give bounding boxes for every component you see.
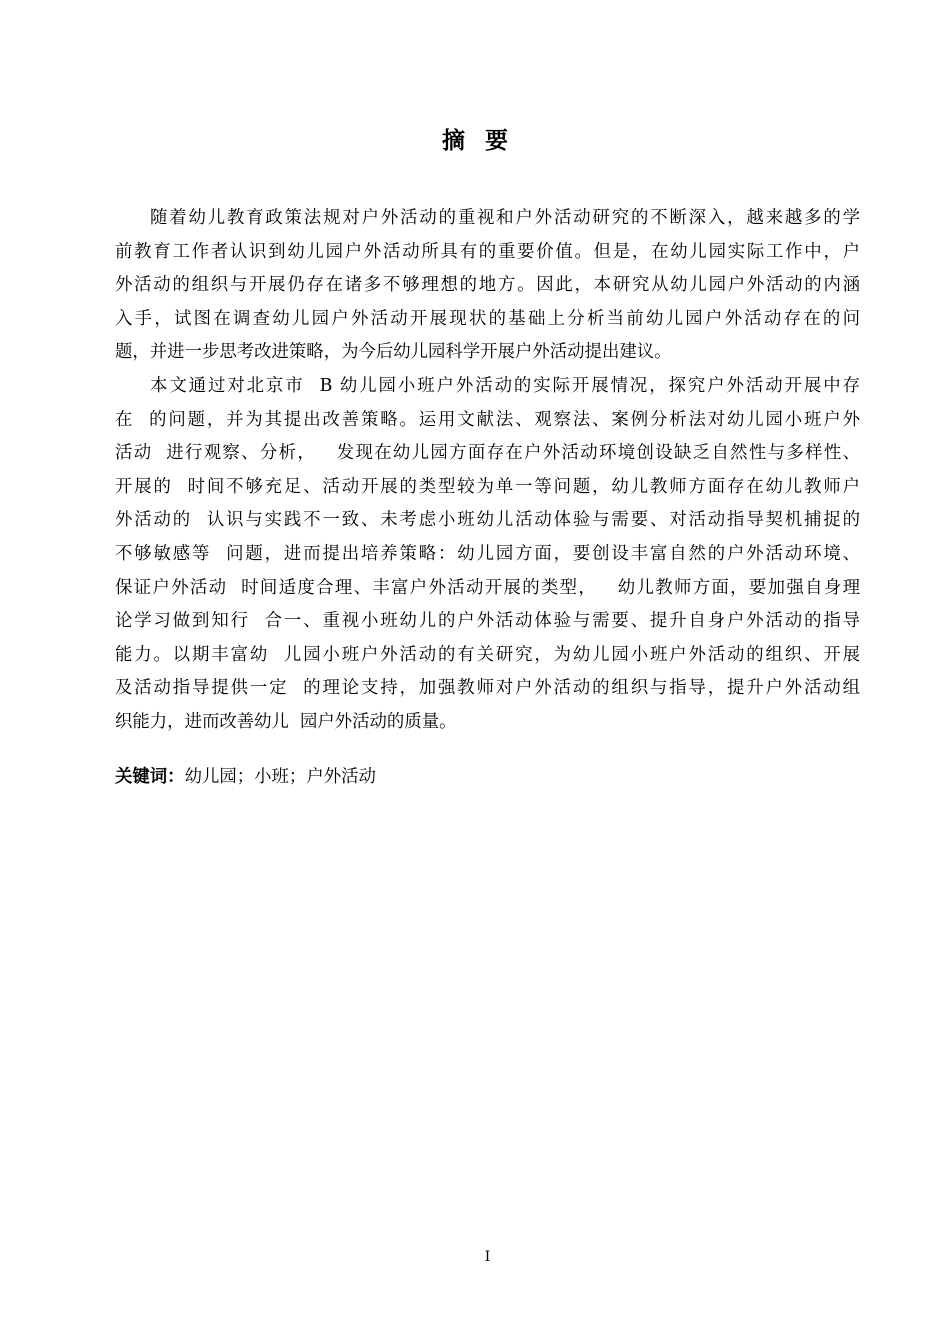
paragraph-line: 及活动指导提供一定 的理论支持，加强教师对户外活动的组织与指导，提升户外活动组 <box>115 678 860 699</box>
paragraph-line: 本文通过对北京市 B 幼儿园小班户外活动的实际开展情况，探究户外活动开展中存 <box>150 375 860 396</box>
paragraph-line: 活动 进行观察、分析， 发现在幼儿园方面存在户外活动环境创设缺乏自然性与多样性、 <box>115 443 860 464</box>
keywords-value: 幼儿园；小班；户外活动 <box>184 767 376 787</box>
keywords-label: 关键词： <box>115 767 185 787</box>
title-char: 要 <box>485 128 508 154</box>
paragraph-line: 不够敏感等 问题，进而提出培养策略：幼儿园方面，要创设丰富自然的户外活动环境、 <box>115 543 860 564</box>
paragraph-line: 开展的 时间不够充足、活动开展的类型较为单一等问题，幼儿教师方面存在幼儿教师户 <box>115 476 860 497</box>
abstract-body <box>115 202 860 740</box>
paragraph-line: 入手，试图在调查幼儿园户外活动开展现状的基础上分析当前幼儿园户外活动存在的问 <box>115 308 860 329</box>
page-number: I <box>484 1249 491 1265</box>
paragraph-line: 保证户外活动 时间适度合理、丰富户外活动开展的类型， 幼儿教师方面，要加强自身理 <box>115 577 860 598</box>
abstract-title <box>0 122 950 155</box>
paragraph-line: 论学习做到知行 合一、重视小班幼儿的户外活动体验与需要、提升自身户外活动的指导 <box>115 611 860 632</box>
title-char: 摘 <box>442 128 465 154</box>
paragraph-line: 在 的问题，并为其提出改善策略。运用文献法、观察法、案例分析法对幼儿园小班户外 <box>115 409 860 430</box>
paragraph-line: 随着幼儿教育政策法规对户外活动的重视和户外活动研究的不断深入，越来越多的学 <box>150 208 860 228</box>
paragraph-line: 外活动的 认识与实践不一致、未考虑小班幼儿活动体验与需要、对活动指导契机捕捉的 <box>115 510 860 531</box>
paragraph-line: 能力。以期丰富幼 儿园小班户外活动的有关研究，为幼儿园小班户外活动的组织、开展 <box>115 644 860 665</box>
paragraph-line: 外活动的组织与开展仍存在诸多不够理想的地方。因此，本研究从幼儿园户外活动的内涵 <box>115 275 860 296</box>
paragraph-line: 织能力，进而改善幼儿 园户外活动的质量。 <box>115 711 457 732</box>
paragraph-line: 题，并进一步思考改进策略，为今后幼儿园科学开展户外活动提出建议。 <box>115 342 672 363</box>
keywords <box>115 762 376 792</box>
paragraph-line: 前教育工作者认识到幼儿园户外活动所具有的重要价值。但是，在幼儿园实际工作中，户 <box>115 241 860 262</box>
